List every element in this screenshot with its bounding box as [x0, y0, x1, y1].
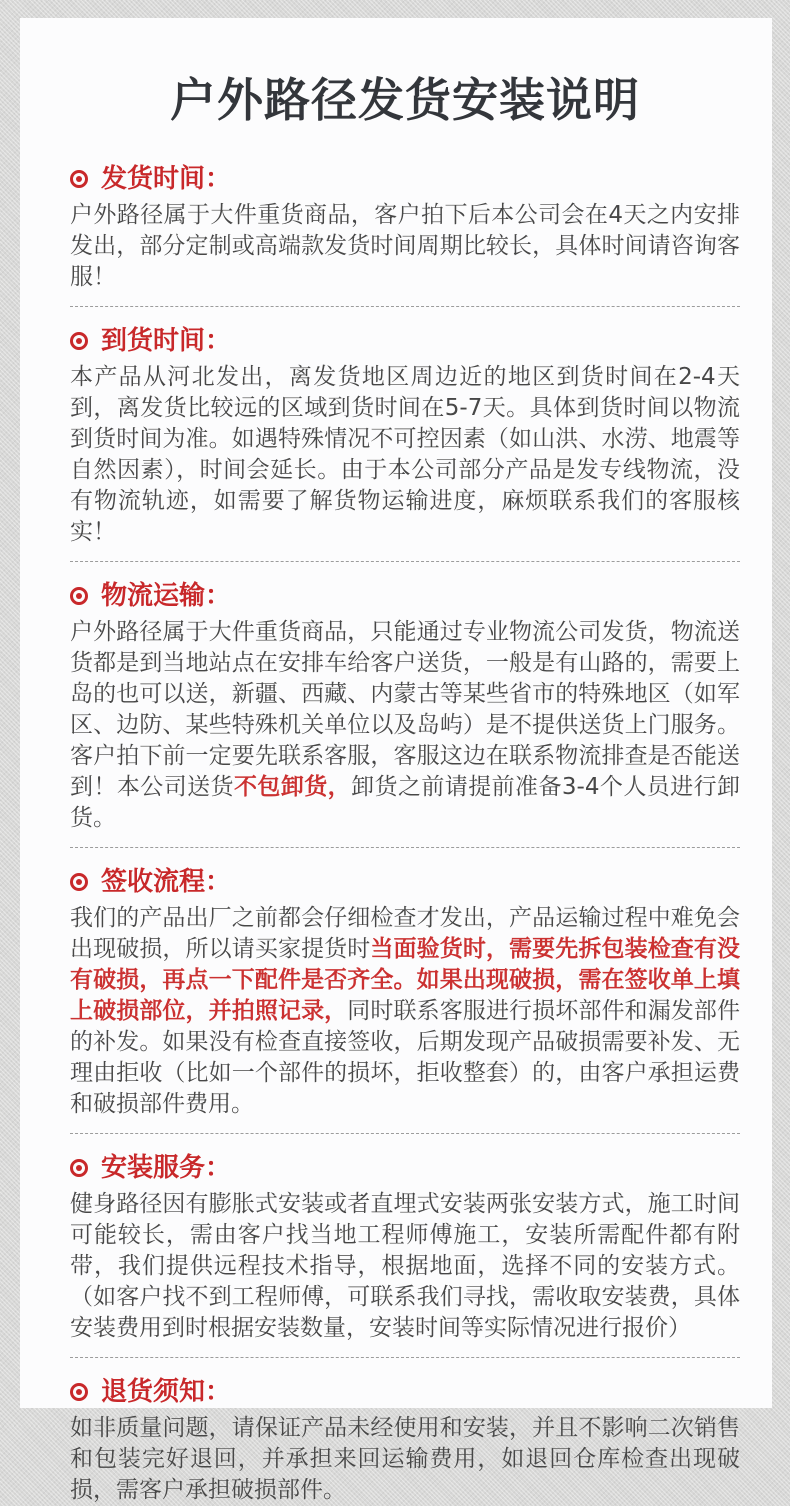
paragraph-segment: 同时联系客服进行损坏部件和漏发部件的补发。如果没有检查直接签收，后期发现产品破损需要补发、无理由拒收（比如一个部件的损坏，拒收整套）的，由客户承担运费和破损部件费用。	[70, 998, 741, 1117]
paragraph-emphasis-segment: 当面验货时，需要先拆包装检查有没有破损，再点一下配件是否齐全。如果出现破损，需在签收单上填上破损部位，并拍照记录，	[70, 936, 741, 1024]
notice-card	[20, 18, 772, 1503]
section-divider	[70, 1133, 740, 1134]
section-heading-row	[70, 326, 740, 356]
section-return-notice	[70, 1377, 740, 1506]
section-installation-service	[70, 1153, 740, 1344]
paragraph-segment: 健身路径因有膨胀式安装或者直埋式安装两张安装方式，施工时间可能较长，需由客户找当地工程师傅施工，安装所需配件都有附带，我们提供远程技术指导，根据地面，选择不同的安装方式。（如客户找不到工程师傅，可联系我们寻找，需收取安装费，具体安装费用到时根据安装数量，安装时间等实际情况进行报价）	[70, 1191, 740, 1341]
section-paragraph	[70, 1413, 740, 1506]
section-heading-row	[70, 1153, 740, 1183]
page-title: 户外路径发货安装说明	[170, 73, 640, 127]
section-paragraph	[70, 200, 740, 293]
section-heading: 到货时间：	[101, 326, 232, 356]
paragraph-segment: 我们的产品出厂之前都会仔细检查才发出，产品运输过程中难免会出现破损，所以请买家提货时	[70, 905, 740, 962]
paragraph-emphasis-segment: 不包卸货，	[233, 774, 352, 800]
paragraph-segment: 户外路径属于大件重货商品，只能通过专业物流公司发货，物流送货都是到当地站点在安排车给客户送货，一般是有山路的，需要上岛的也可以送，新疆、西藏、内蒙古等某些省市的特殊地区（如军区、边防、某些特殊机关单位以及岛屿）是不提供送货上门服务。客户拍下前一定要先联系客服，客服这边在联系物流排查是否能送到！本公司送货	[70, 619, 740, 800]
paragraph-segment: 户外路径属于大件重货商品，客户拍下后本公司会在4天之内安排发出，部分定制或高端款发货时间周期比较长，具体时间请咨询客服！	[70, 202, 740, 290]
circled-dot-bullet-icon	[70, 587, 88, 605]
section-paragraph	[70, 1189, 740, 1344]
section-shipping-time	[70, 164, 740, 293]
section-heading: 签收流程：	[101, 867, 232, 897]
section-paragraph	[70, 903, 740, 1120]
section-logistics	[70, 581, 740, 834]
section-divider	[70, 561, 740, 562]
section-heading-row	[70, 1377, 740, 1407]
section-paragraph	[70, 362, 740, 548]
sections	[70, 164, 740, 1506]
section-divider	[70, 306, 740, 307]
section-heading: 发货时间：	[101, 164, 232, 194]
paragraph-segment: 如非质量问题，请保证产品未经使用和安装，并且不影响二次销售和包装完好退回，并承担来回运输费用，如退回仓库检查出现破损，需客户承担破损部件。	[70, 1415, 740, 1503]
circled-dot-bullet-icon	[70, 873, 88, 891]
circled-dot-bullet-icon	[70, 332, 88, 350]
circled-dot-bullet-icon	[70, 1383, 88, 1401]
section-divider	[70, 1357, 740, 1358]
section-heading-row	[70, 867, 740, 897]
section-heading-row	[70, 164, 740, 194]
paragraph-segment: 卸货之前请提前准备3-4个人员进行卸货。	[70, 774, 741, 831]
section-heading: 退货须知：	[101, 1377, 232, 1407]
section-divider	[70, 847, 740, 848]
circled-dot-bullet-icon	[70, 170, 88, 188]
section-paragraph	[70, 617, 740, 834]
circled-dot-bullet-icon	[70, 1159, 88, 1177]
section-heading: 物流运输：	[101, 581, 232, 611]
section-sign-off-process	[70, 867, 740, 1120]
section-heading-row	[70, 581, 740, 611]
paragraph-segment: 本产品从河北发出，离发货地区周边近的地区到货时间在2-4天到，离发货比较远的区域到货时间在5-7天。具体到货时间以物流到货时间为准。如遇特殊情况不可控因素（如山洪、水涝、地震等自然因素），时间会延长。由于本公司部分产品是发专线物流，没有物流轨迹，如需要了解货物运输进度，麻烦联系我们的客服核实！	[70, 364, 740, 545]
section-heading: 安装服务：	[101, 1153, 232, 1183]
section-arrival-time	[70, 326, 740, 548]
